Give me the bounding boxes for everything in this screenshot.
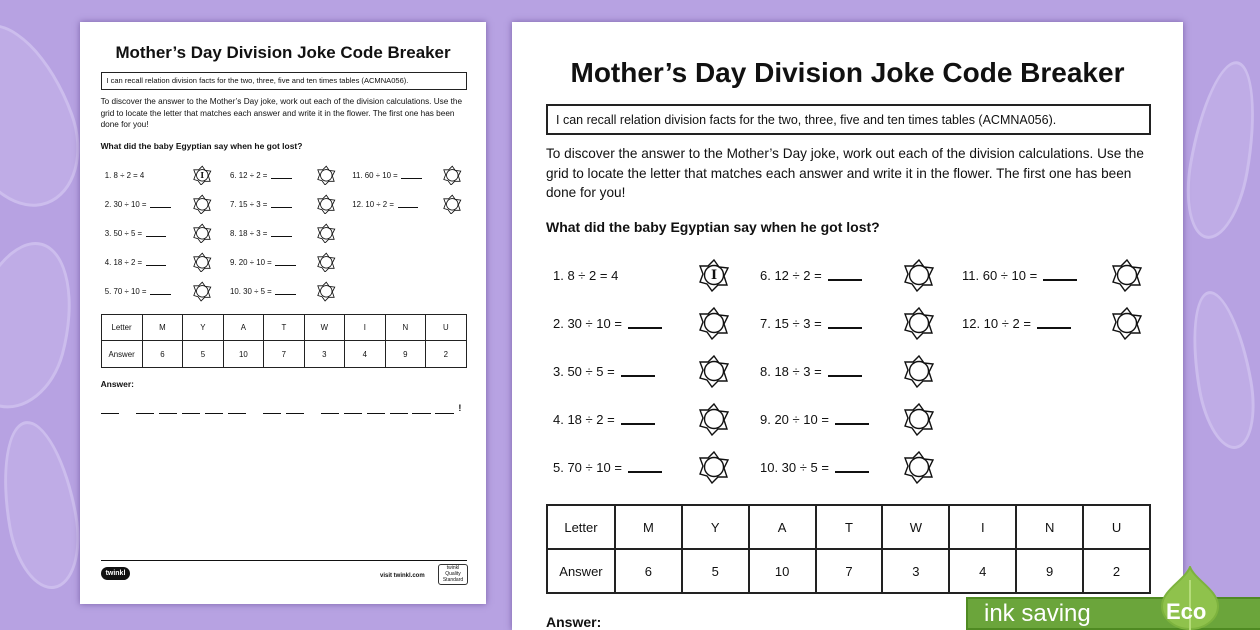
problem-text: 7. 15 ÷ 3 =: [230, 199, 268, 209]
grid-answer: 6: [615, 549, 682, 593]
letter-blank[interactable]: [412, 406, 430, 414]
flower-letter: [902, 450, 936, 484]
answer-blank[interactable]: [835, 461, 869, 473]
problem-text: 9. 20 ÷ 10 =: [230, 257, 272, 267]
answer-blank[interactable]: [401, 171, 422, 178]
division-problem: [760, 354, 862, 388]
eco-label: Eco: [1166, 599, 1207, 624]
grid-letter: A: [749, 505, 816, 549]
grid-answer: 2: [1083, 549, 1150, 593]
division-problem: [760, 402, 869, 436]
background-petal: [1182, 286, 1260, 453]
division-problem: [760, 450, 869, 484]
answer-blank[interactable]: [1037, 317, 1071, 329]
grid-letter: M: [142, 314, 182, 341]
twinkl-logo: twinkl: [101, 567, 131, 580]
code-grid-body: [101, 314, 466, 367]
answer-blank[interactable]: [150, 200, 171, 207]
problem-text: 8. 18 ÷ 3 =: [760, 363, 822, 379]
problem-text: 6. 12 ÷ 2 =: [230, 170, 268, 180]
footer-divider: [101, 560, 467, 561]
grid-answer: 9: [385, 341, 425, 368]
problem-text: 9. 20 ÷ 10 =: [760, 411, 829, 427]
division-problem: [105, 165, 145, 186]
flower-letter: [697, 306, 731, 340]
grid-answer: 3: [882, 549, 949, 593]
answer-blank[interactable]: [828, 365, 862, 377]
flower-letter: [316, 194, 337, 215]
flower-letter: [902, 402, 936, 436]
flower-letter: [192, 281, 213, 302]
background-petal: [1177, 56, 1260, 244]
grid-letter: T: [264, 314, 304, 341]
flower-letter: [316, 165, 337, 186]
letter-blank[interactable]: [435, 406, 453, 414]
division-problem: [553, 306, 662, 340]
flower-icon[interactable]: [902, 354, 936, 388]
division-problem: [553, 354, 655, 388]
grid-answer: 2: [426, 341, 467, 368]
grid-letter: Y: [682, 505, 749, 549]
flower-icon[interactable]: [697, 258, 731, 292]
letter-blank[interactable]: [136, 406, 154, 414]
answer-blank[interactable]: [621, 413, 655, 425]
division-problem: [553, 402, 655, 436]
letter-blank[interactable]: [159, 406, 177, 414]
grid-answer: 5: [682, 549, 749, 593]
problem-text: 10. 30 ÷ 5 =: [760, 459, 829, 475]
grid-letter: W: [304, 314, 344, 341]
answer-blank[interactable]: [146, 259, 167, 266]
division-problem: [962, 306, 1071, 340]
answer-row: [547, 549, 1150, 593]
flower-icon[interactable]: [192, 223, 213, 244]
problem-text: 4. 18 ÷ 2 =: [104, 257, 143, 267]
flower-letter: I: [200, 170, 205, 180]
joke-question: What did the baby Egyptian say when he got lost?: [100, 140, 303, 151]
grid-letter: U: [426, 314, 467, 341]
row-label: Answer: [101, 341, 142, 368]
flower-icon[interactable]: [442, 165, 463, 186]
division-problem: [105, 194, 171, 215]
answer-blank[interactable]: [828, 269, 862, 281]
letter-row: [547, 505, 1150, 549]
flower-icon[interactable]: [316, 223, 337, 244]
flower-icon[interactable]: [697, 354, 731, 388]
answer-label: Answer:: [546, 614, 602, 630]
answer-blank[interactable]: [271, 230, 292, 237]
instructions: To discover the answer to the Mother’s Day joke, work out each of the division calculations. Use the grid to locate the letter that matches each answer and write it in the flower. The first one has been done for you!: [546, 146, 1144, 200]
flower-icon[interactable]: [192, 252, 213, 273]
letter-blank[interactable]: [182, 406, 200, 414]
grid-letter: N: [1016, 505, 1083, 549]
flower-letter: [902, 306, 936, 340]
problem-text: 10. 30 ÷ 5 =: [230, 286, 272, 296]
grid-letter: I: [949, 505, 1016, 549]
grid-answer: 9: [1016, 549, 1083, 593]
letter-blank[interactable]: [286, 406, 304, 414]
flower-letter: [697, 354, 731, 388]
flower-icon[interactable]: [697, 450, 731, 484]
grid-letter: I: [345, 314, 385, 341]
problem-text: 8. 18 ÷ 3 =: [230, 228, 268, 238]
division-problem: [230, 281, 296, 302]
flower-letter: [192, 223, 213, 244]
grid-letter: U: [1083, 505, 1150, 549]
flower-letter: [316, 223, 337, 244]
problem-text: 2. 30 ÷ 10 =: [553, 315, 622, 331]
answer-blanks: [101, 404, 462, 414]
answer-row: [101, 341, 466, 368]
flower-letter: [697, 450, 731, 484]
answer-blank[interactable]: [398, 200, 419, 207]
letter-blank[interactable]: [205, 406, 223, 414]
grid-letter: A: [223, 314, 263, 341]
flower-letter: [1110, 258, 1144, 292]
problem-text: 6. 12 ÷ 2 =: [760, 267, 822, 283]
problem-text: 7. 15 ÷ 3 =: [760, 315, 822, 331]
flower-icon[interactable]: [316, 281, 337, 302]
letter-row: [101, 314, 466, 341]
flower-icon[interactable]: [192, 194, 213, 215]
division-problem: [230, 194, 292, 215]
flower-letter: [697, 402, 731, 436]
worksheet-title: Mother’s Day Division Joke Code Breaker: [570, 57, 1125, 88]
problem-text: 2. 30 ÷ 10 =: [104, 199, 147, 209]
flower-icon[interactable]: [192, 281, 213, 302]
division-problem: [105, 223, 167, 244]
grid-answer: 10: [749, 549, 816, 593]
flower-letter: [316, 281, 337, 302]
division-problem: [760, 258, 862, 292]
letter-blank[interactable]: [390, 406, 408, 414]
grid-letter: Y: [183, 314, 223, 341]
background-petal: [0, 230, 90, 420]
grid-answer: 3: [304, 341, 344, 368]
answer-blank[interactable]: [271, 200, 292, 207]
flower-icon[interactable]: [316, 194, 337, 215]
answer-blank[interactable]: [271, 171, 292, 178]
division-problem: [962, 258, 1077, 292]
flower-icon[interactable]: [1110, 306, 1144, 340]
problem-text: 3. 50 ÷ 5 =: [553, 363, 615, 379]
division-problem: [105, 281, 171, 302]
exclamation: !: [458, 403, 462, 414]
flower-letter: [1110, 306, 1144, 340]
flower-letter: [192, 252, 213, 273]
division-problem: [553, 258, 618, 292]
joke-question: What did the baby Egyptian say when he got lost?: [546, 219, 880, 235]
row-label: Letter: [101, 314, 142, 341]
letter-blank[interactable]: [321, 406, 339, 414]
flower-letter: I: [710, 267, 718, 283]
problem-text: 11. 60 ÷ 10 =: [352, 170, 398, 180]
answer-blank[interactable]: [275, 259, 296, 266]
flower-icon[interactable]: [697, 306, 731, 340]
grid-answer: 4: [949, 549, 1016, 593]
division-problem: [553, 450, 662, 484]
quality-stamp: twinkl Quality Standard: [438, 564, 468, 585]
grid-letter: M: [615, 505, 682, 549]
division-problem: [352, 165, 422, 186]
answer-blank[interactable]: [621, 365, 655, 377]
answer-blank[interactable]: [146, 230, 167, 237]
code-grid-body: [547, 505, 1150, 593]
row-label: Letter: [547, 505, 615, 549]
visit-link[interactable]: visit twinkl.com: [380, 573, 425, 579]
letter-blank[interactable]: [367, 406, 385, 414]
learning-objective: I can recall relation division facts for the two, three, five and ten times tables (ACMNA056).: [546, 104, 1151, 135]
grid-answer: 4: [345, 341, 385, 368]
word-gap: [124, 406, 136, 414]
flower-letter: [192, 194, 213, 215]
division-problem: [352, 194, 418, 215]
answer-blank[interactable]: [628, 317, 662, 329]
flower-letter: [902, 354, 936, 388]
background-petal: [0, 415, 89, 595]
problem-text: 5. 70 ÷ 10 =: [553, 459, 622, 475]
grid-letter: W: [882, 505, 949, 549]
flower-icon[interactable]: [697, 402, 731, 436]
flower-icon[interactable]: [316, 252, 337, 273]
worksheet-preview-thumbnail[interactable]: [80, 22, 486, 604]
flower-letter: [316, 252, 337, 273]
answer-label: Answer:: [100, 379, 134, 390]
letter-blank[interactable]: [101, 406, 119, 414]
grid-answer: 5: [183, 341, 223, 368]
letter-blank[interactable]: [344, 406, 362, 414]
flower-letter: [442, 165, 463, 186]
flower-icon[interactable]: [316, 165, 337, 186]
division-problem: [105, 252, 167, 273]
ink-saving-label: ink saving: [984, 600, 1091, 627]
answer-blank[interactable]: [628, 461, 662, 473]
flower-icon[interactable]: [902, 402, 936, 436]
problem-text: 4. 18 ÷ 2 =: [553, 411, 615, 427]
instructions: To discover the answer to the Mother’s Day joke, work out each of the division calculations. Use the grid to locate the letter that matches each answer and write it in the flower. The first one has been done for you!: [100, 96, 463, 130]
answer-blank[interactable]: [275, 288, 296, 295]
letter-blank[interactable]: [263, 406, 281, 414]
answer-blank[interactable]: [828, 317, 862, 329]
grid-answer: 10: [223, 341, 263, 368]
code-grid: [101, 314, 467, 368]
problem-text: 1. 8 ÷ 2 = 4: [104, 170, 145, 180]
word-gap: [250, 406, 262, 414]
flower-icon[interactable]: [902, 450, 936, 484]
answer-blank[interactable]: [1043, 269, 1077, 281]
problem-text: 1. 8 ÷ 2 = 4: [553, 267, 619, 283]
letter-blank[interactable]: [228, 406, 246, 414]
grid-letter: N: [385, 314, 425, 341]
row-label: Answer: [547, 549, 615, 593]
flower-icon[interactable]: [902, 258, 936, 292]
flower-letter: [902, 258, 936, 292]
grid-answer: 7: [264, 341, 304, 368]
worksheet-preview-large: [512, 22, 1183, 630]
problem-text: 11. 60 ÷ 10 =: [962, 267, 1038, 283]
code-grid: [546, 504, 1151, 594]
flower-icon[interactable]: [192, 165, 213, 186]
problem-text: 3. 50 ÷ 5 =: [104, 228, 143, 238]
problem-text: 5. 70 ÷ 10 =: [104, 286, 147, 296]
flower-letter: [442, 194, 463, 215]
flower-icon[interactable]: [902, 306, 936, 340]
answer-blank[interactable]: [835, 413, 869, 425]
division-problem: [760, 306, 862, 340]
flower-icon[interactable]: [1110, 258, 1144, 292]
grid-answer: 6: [142, 341, 182, 368]
problem-text: 12. 10 ÷ 2 =: [962, 315, 1031, 331]
grid-letter: T: [816, 505, 883, 549]
learning-objective: I can recall relation division facts for the two, three, five and ten times tables (ACMNA056).: [101, 72, 467, 91]
grid-answer: 7: [816, 549, 883, 593]
answer-blank[interactable]: [150, 288, 171, 295]
problem-text: 12. 10 ÷ 2 =: [352, 199, 394, 209]
division-problem: [230, 252, 296, 273]
worksheet-title: Mother’s Day Division Joke Code Breaker: [115, 42, 451, 62]
division-problem: [230, 223, 292, 244]
division-problem: [230, 165, 292, 186]
flower-icon[interactable]: [442, 194, 463, 215]
word-gap: [309, 406, 321, 414]
